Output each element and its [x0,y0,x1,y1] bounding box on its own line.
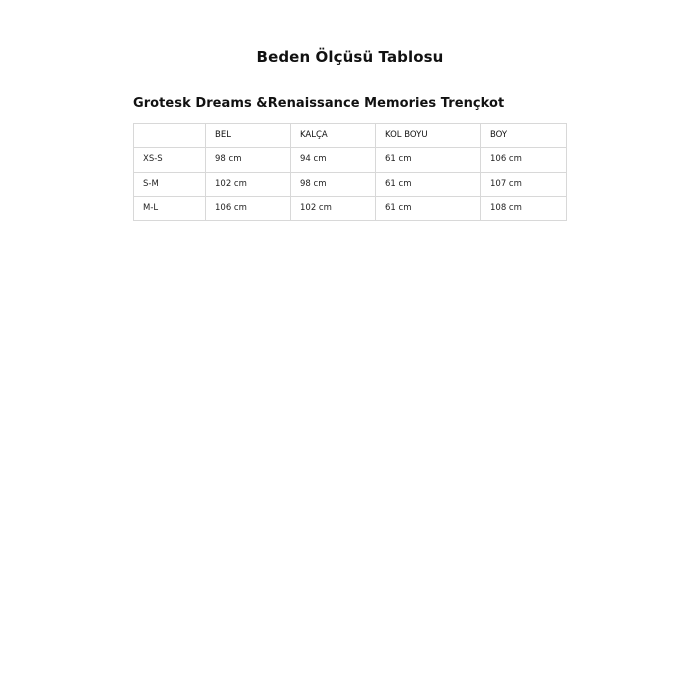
cell-boy: 106 cm [481,148,567,172]
cell-kol-boyu: 61 cm [376,172,481,196]
cell-kol-boyu: 61 cm [376,197,481,221]
table-row [134,148,567,172]
cell-size: S-M [134,172,206,196]
cell-boy: 107 cm [481,172,567,196]
table-header-row [134,124,567,148]
cell-size: XS-S [134,148,206,172]
cell-kalca: 94 cm [291,148,376,172]
size-table-header [134,124,567,148]
column-header-boy: BOY [481,124,567,148]
size-table-container [0,111,700,221]
cell-kalca: 98 cm [291,172,376,196]
cell-bel: 102 cm [206,172,291,196]
cell-boy: 108 cm [481,197,567,221]
table-row [134,172,567,196]
column-header-kol-boyu: KOL BOYU [376,124,481,148]
cell-bel: 98 cm [206,148,291,172]
column-header-bel: BEL [206,124,291,148]
size-table [133,123,567,221]
column-header-kalca: KALÇA [291,124,376,148]
column-header-size [134,124,206,148]
page-title: Beden Ölçüsü Tablosu [256,48,444,66]
cell-kol-boyu: 61 cm [376,148,481,172]
cell-size: M-L [134,197,206,221]
size-table-body [134,148,567,221]
table-row [134,197,567,221]
cell-bel: 106 cm [206,197,291,221]
product-title: Grotesk Dreams &Renaissance Memories Trençkot [133,96,505,111]
cell-kalca: 102 cm [291,197,376,221]
